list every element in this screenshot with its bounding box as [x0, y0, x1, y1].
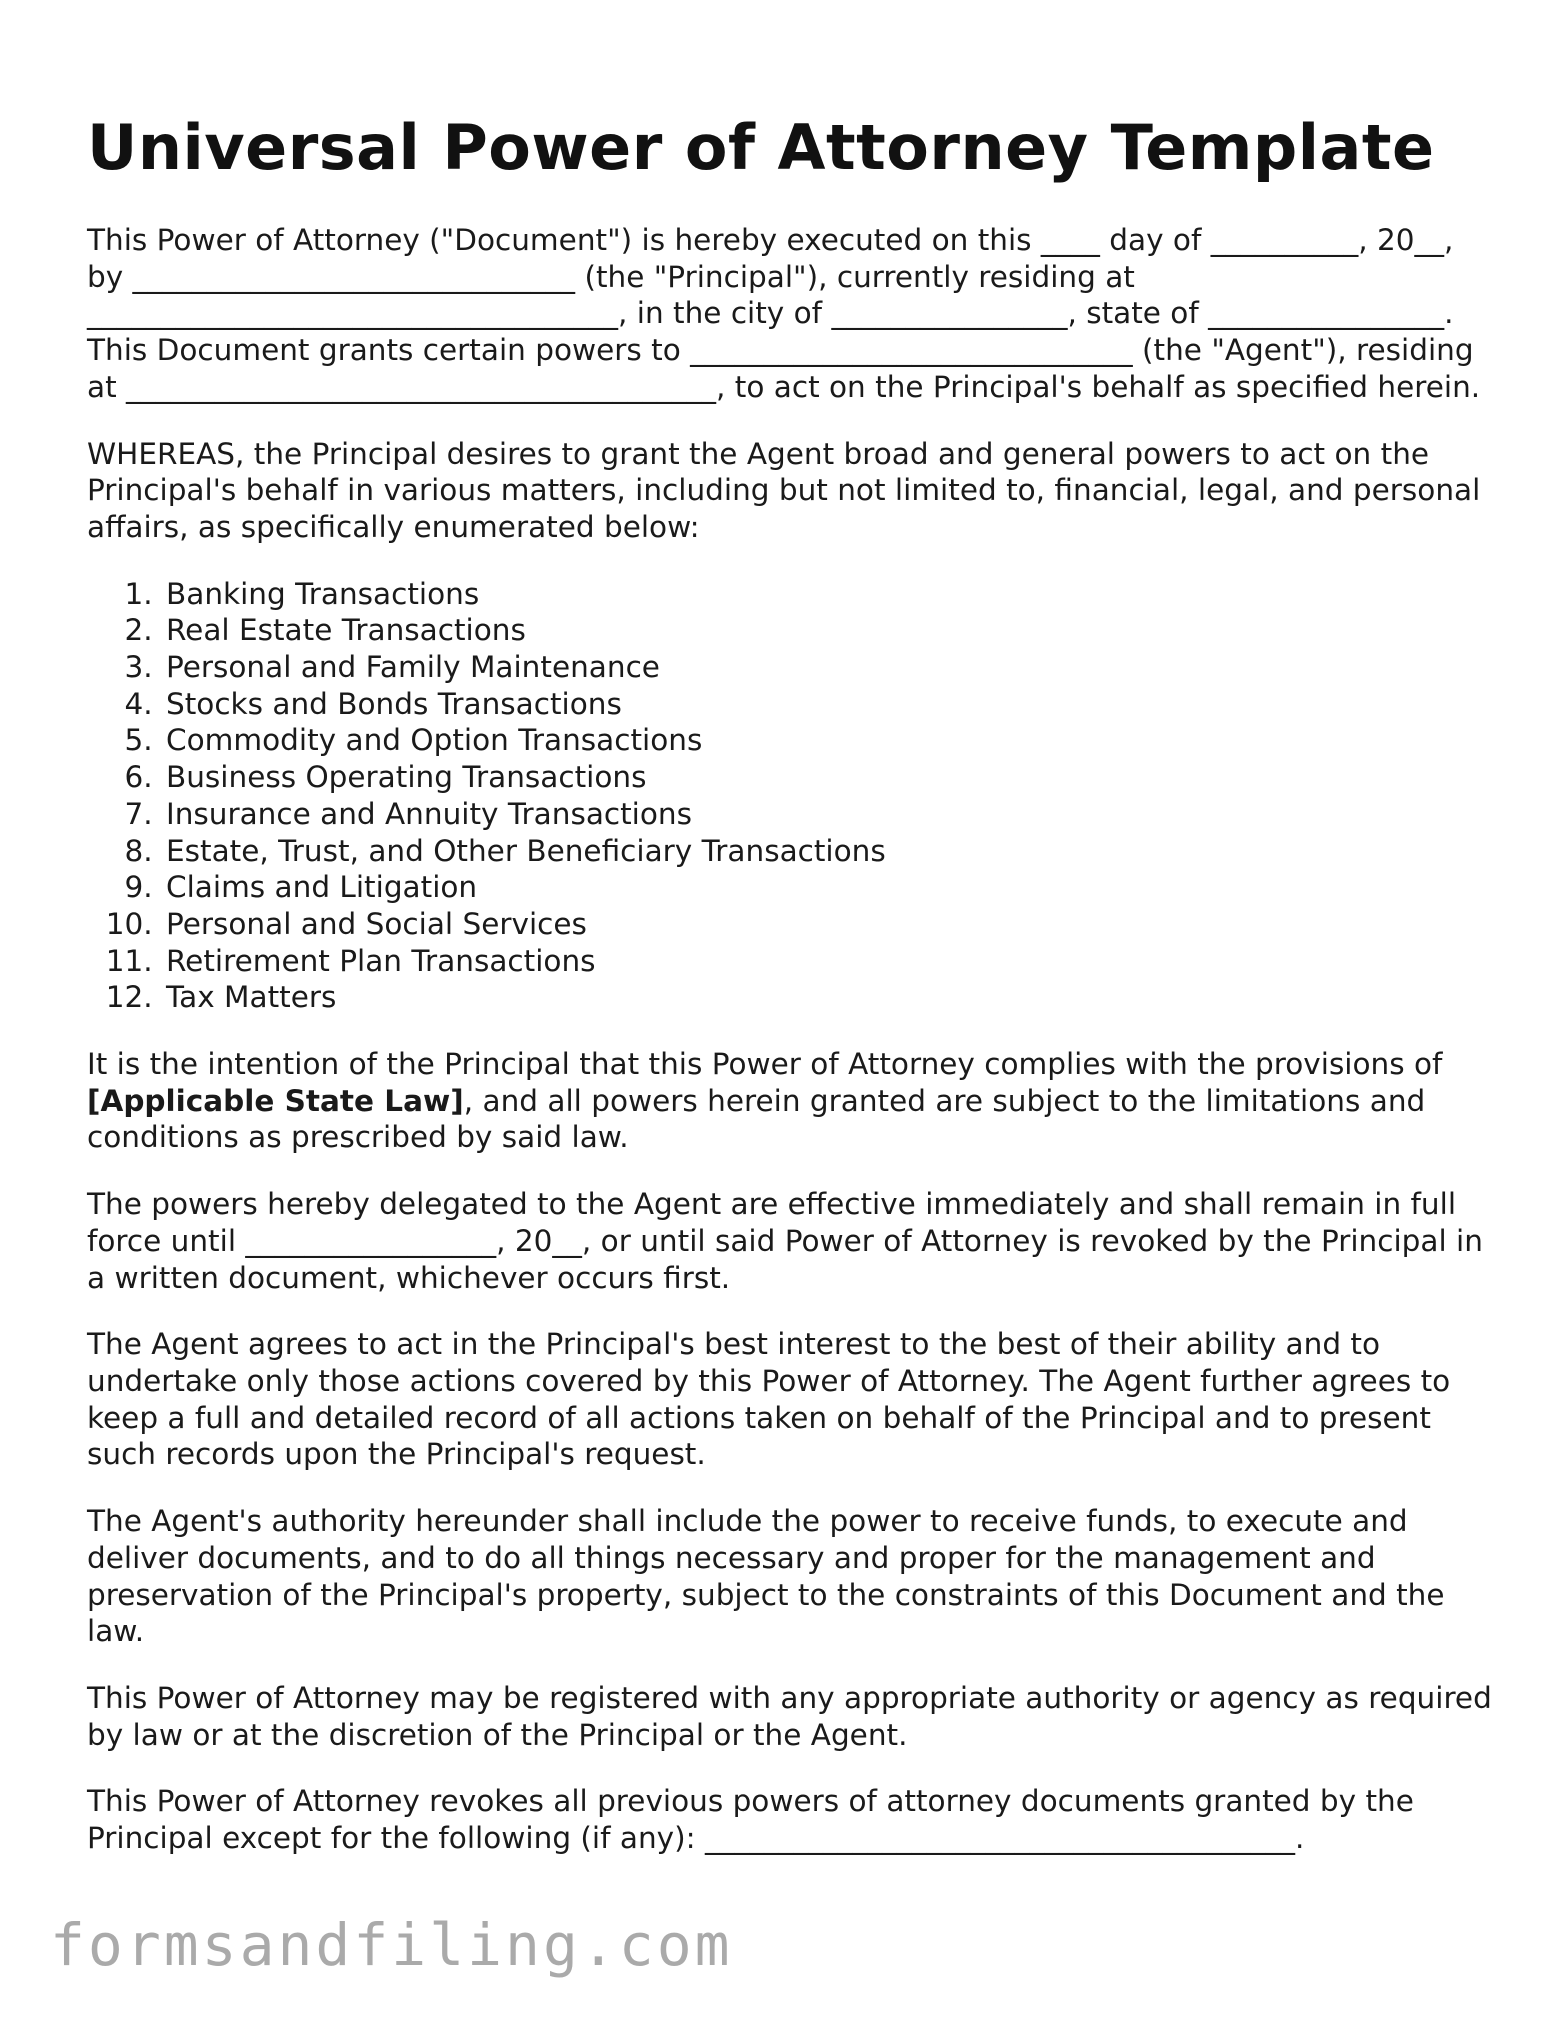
list-item: 8. Estate, Trust, and Other Beneficiary Transactions	[162, 833, 1497, 870]
agent-duty-paragraph: The Agent agrees to act in the Principal's best interest to the best of their ability and to undertake only those actions covered by this Power of Attorney. The Agent further agrees to keep a full and detailed record of all actions taken on behalf of the Principal and to present such records upon the Principal's request.	[87, 1327, 1451, 1472]
list-item: 12. Tax Matters	[162, 979, 1497, 1016]
revocation-paragraph: This Power of Attorney revokes all previous powers of attorney documents granted by the Principal except for the following (if any): ________________________________________.	[87, 1784, 1414, 1856]
agent-authority-paragraph: The Agent's authority hereunder shall include the power to receive funds, to execute and deliver documents, and to do all things necessary and proper for the management and preservation of the Principal's property, subject to the constraints of this Document and the law.	[87, 1504, 1445, 1649]
list-item: 6. Business Operating Transactions	[162, 759, 1497, 796]
list-item: 5. Commodity and Option Transactions	[162, 722, 1497, 759]
law-text-before: It is the intention of the Principal that this Power of Attorney complies with the provisions of	[87, 1047, 1443, 1082]
list-item: 1. Banking Transactions	[162, 576, 1497, 613]
applicable-state-law: [Applicable State Law]	[87, 1083, 464, 1118]
registration-paragraph: This Power of Attorney may be registered with any appropriate authority or agency as required by law or at the discretion of the Principal or the Agent.	[87, 1680, 1492, 1752]
list-item: 3. Personal and Family Maintenance	[162, 649, 1497, 686]
document-title: Universal Power of Attorney Template	[87, 111, 1435, 184]
list-item: 10. Personal and Social Services	[162, 906, 1497, 943]
list-item: 7. Insurance and Annuity Transactions	[162, 796, 1497, 833]
law-text-after: , and all powers herein granted are subject to the limitations and conditions as prescribed by said law.	[87, 1083, 1426, 1155]
list-item: 2. Real Estate Transactions	[162, 612, 1497, 649]
powers-list	[87, 576, 1497, 1016]
document-body	[87, 222, 1497, 1887]
watermark: formsandfiling.com	[50, 1911, 733, 1979]
whereas-paragraph: WHEREAS, the Principal desires to grant the Agent broad and general powers to act on the Principal's behalf in various matters, including but not limited to, financial, legal, and personal affairs, as specifically enumerated below:	[87, 436, 1481, 544]
applicable-law-paragraph	[87, 1046, 1497, 1156]
list-item: 4. Stocks and Bonds Transactions	[162, 686, 1497, 723]
list-item: 9. Claims and Litigation	[162, 869, 1497, 906]
list-item: 11. Retirement Plan Transactions	[162, 943, 1497, 980]
intro-paragraph: This Power of Attorney ("Document") is hereby executed on this ____ day of __________, 20__, by ______________________________ (the "Principal"), currently residing at ____________________________________, in the city of ________________, state of ________________. This Document grants certain powers to ______________________________ (the "Agent"), residing at ________________________________________, to act on the Principal's behalf as specified herein.	[87, 223, 1481, 404]
effective-period-paragraph: The powers hereby delegated to the Agent are effective immediately and shall remain in full force until _________________, 20__, or until said Power of Attorney is revoked by the Principal in a written document, whichever occurs first.	[87, 1187, 1483, 1295]
